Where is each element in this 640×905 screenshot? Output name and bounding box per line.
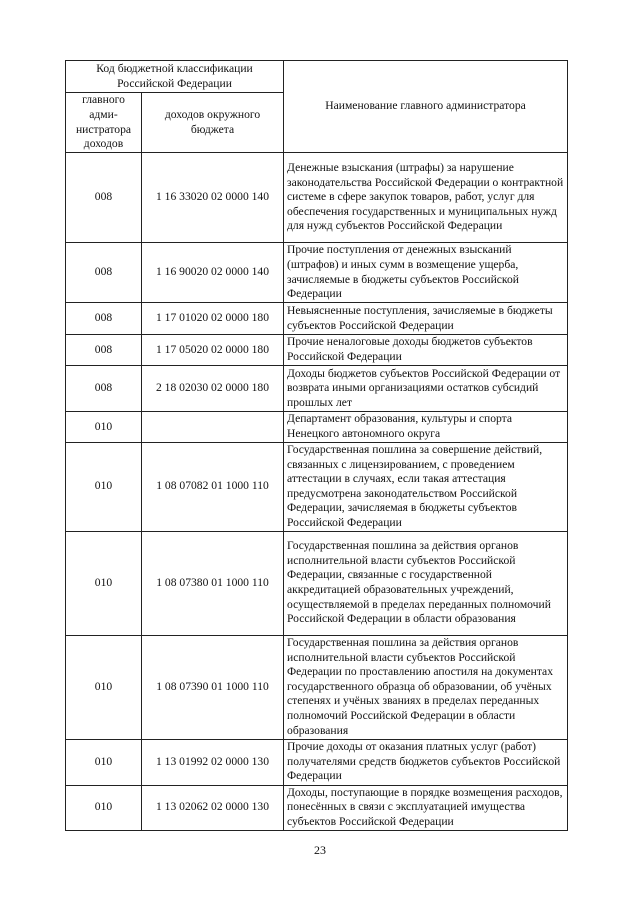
admin-code-cell: 010 [66,443,142,532]
admin-name-cell: Прочие поступления от денежных взысканий (штрафов) и иных сумм в возмещение ущерба, зачисляемые в бюджеты субъектов Российской Федерации [284,243,568,303]
table-row [66,785,568,830]
admin-name-cell: Государственная пошлина за действия органов исполнительной власти субъектов Российской Федерации по проставлению апостиля на документах государственного образца об образовании, об учёных степенях и учёных званиях в пределах переданных полномочий Российской Федерации в области образования [284,635,568,739]
admin-code-cell: 010 [66,531,142,635]
table-row [66,443,568,532]
table-row [66,531,568,635]
admin-code-cell: 008 [66,335,142,366]
admin-name-cell: Государственная пошлина за совершение действий, связанных с лицензированием, с проведением аттестации в случаях, если такая аттестация предусмотрена законодательством Российской Федерации, зачисляемая в бюджеты субъектов Российской Федерации [284,443,568,532]
income-code-cell: 1 08 07380 01 1000 110 [142,531,284,635]
admin-name-cell: Невыясненные поступления, зачисляемые в бюджеты субъектов Российской Федерации [284,303,568,335]
department-name-cell: Департамент образования, культуры и спорта Ненецкого автономного округа [284,412,568,443]
admin-name-cell: Прочие неналоговые доходы бюджетов субъектов Российской Федерации [284,335,568,366]
table-row-department [66,412,568,443]
page-number: 23 [314,843,326,857]
income-code-cell: 1 08 07082 01 1000 110 [142,443,284,532]
table-row [66,243,568,303]
income-code-cell: 1 17 05020 02 0000 180 [142,335,284,366]
table-header-row [66,61,568,93]
income-code-cell: 1 17 01020 02 0000 180 [142,303,284,335]
income-code-cell: 1 16 33020 02 0000 140 [142,153,284,243]
budget-classification-table [65,60,568,831]
admin-code-cell: 008 [66,366,142,412]
table-row [66,153,568,243]
income-code-cell: 1 16 90020 02 0000 140 [142,243,284,303]
income-code-cell: 2 18 02030 02 0000 180 [142,366,284,412]
header-admin-name: Наименование главного администратора [284,61,568,153]
header-code-group: Код бюджетной классификации Российской Федерации [66,61,284,93]
table-row [66,303,568,335]
header-admin-code: главного адми-нистратора доходов [66,93,142,153]
table-row [66,739,568,785]
admin-name-cell: Государственная пошлина за действия органов исполнительной власти субъектов Российской Федерации, связанные с государственной аккредитацией образовательных учреждений, осуществляемой в пределах переданных полномочий Российской Федерации в области образования [284,531,568,635]
admin-code-cell: 010 [66,412,142,443]
admin-name-cell: Прочие доходы от оказания платных услуг (работ) получателями средств бюджетов субъектов Российской Федерации [284,739,568,785]
header-income-code: доходов окружного бюджета [142,93,284,153]
admin-code-cell: 010 [66,785,142,830]
income-code-cell: 1 13 02062 02 0000 130 [142,785,284,830]
admin-name-cell: Доходы бюджетов субъектов Российской Федерации от возврата иными организациями остатков субсидий прошлых лет [284,366,568,412]
admin-code-cell: 008 [66,153,142,243]
admin-code-cell: 008 [66,243,142,303]
admin-code-cell: 010 [66,635,142,739]
income-code-cell [142,412,284,443]
table-row [66,635,568,739]
admin-name-cell: Доходы, поступающие в порядке возмещения расходов, понесённых в связи с эксплуатацией имущества субъектов Российской Федерации [284,785,568,830]
admin-code-cell: 008 [66,303,142,335]
admin-code-cell: 010 [66,739,142,785]
income-code-cell: 1 13 01992 02 0000 130 [142,739,284,785]
table-row [66,366,568,412]
income-code-cell: 1 08 07390 01 1000 110 [142,635,284,739]
admin-name-cell: Денежные взыскания (штрафы) за нарушение законодательства Российской Федерации о контрактной системе в сфере закупок товаров, работ, услуг для обеспечения государственных и муниципальных нужд для нужд субъектов Российской Федерации [284,153,568,243]
table-row [66,335,568,366]
